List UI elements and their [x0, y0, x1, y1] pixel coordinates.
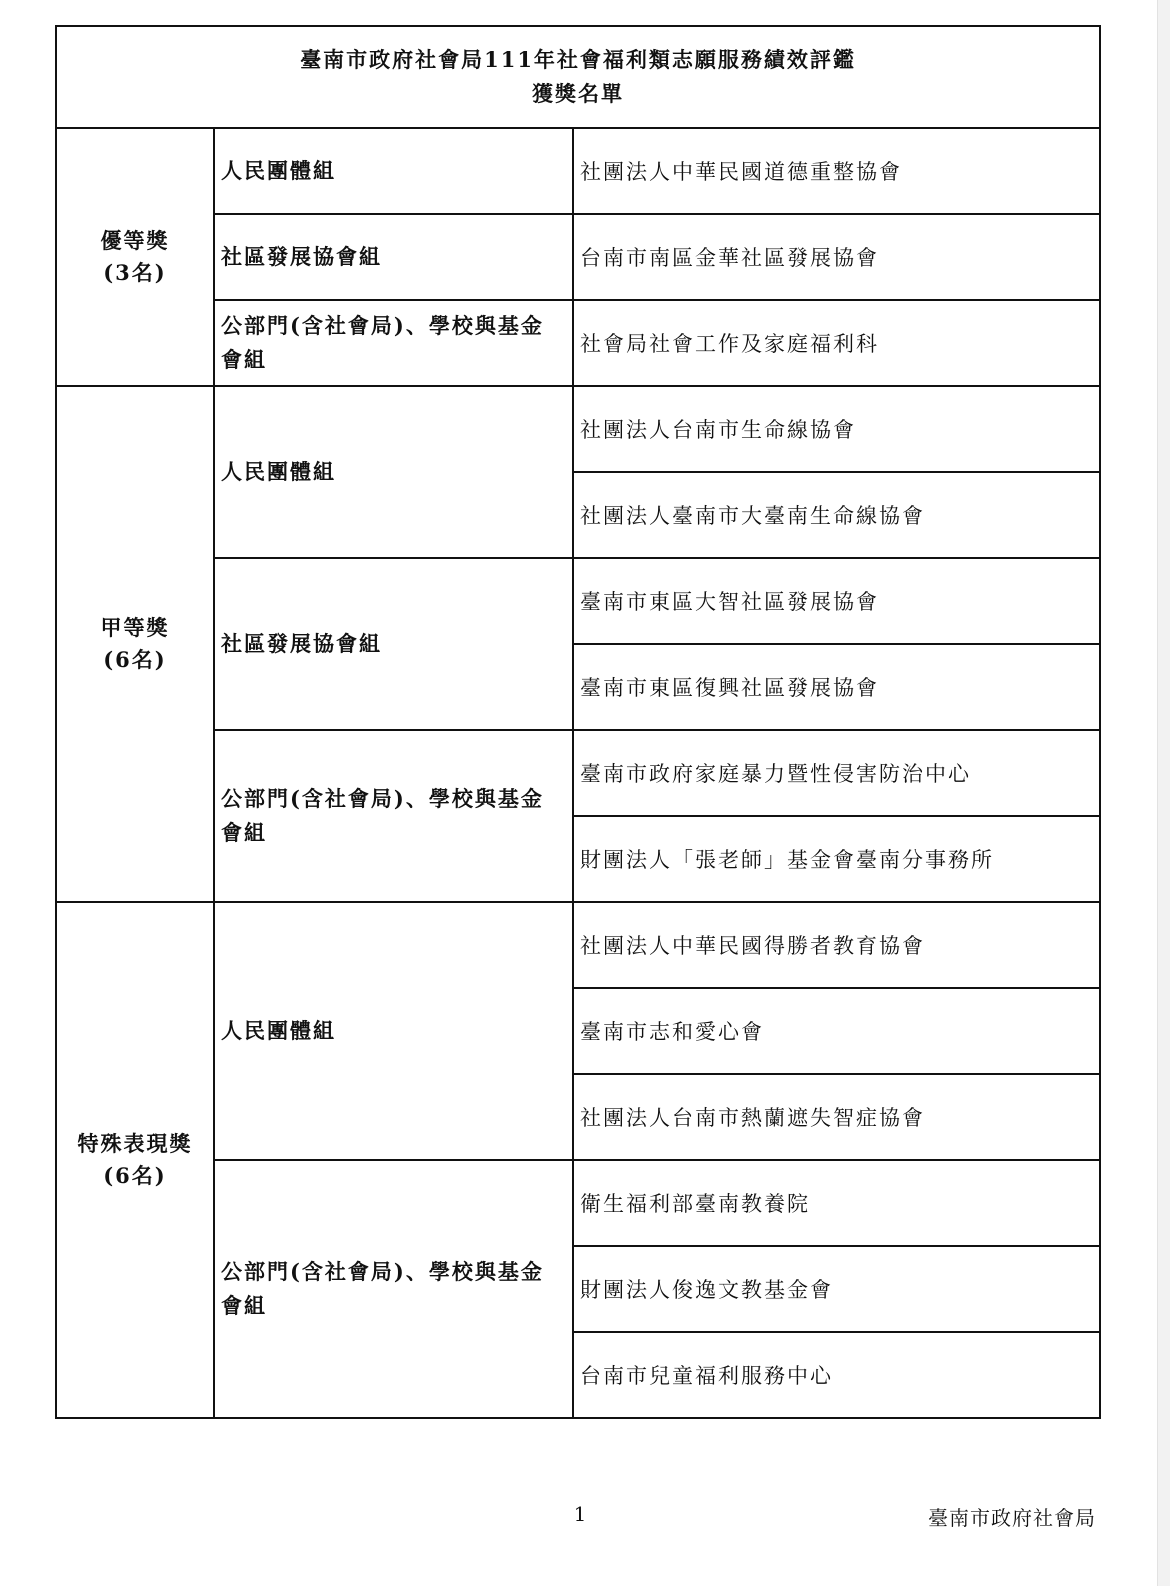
footer-department: 臺南市政府社會局: [928, 1506, 1096, 1530]
page-edge: [1157, 0, 1170, 1586]
table-row: [56, 902, 1100, 988]
organization-cell: 臺南市東區復興社區發展協會: [573, 644, 1100, 730]
title-line-2: 獲獎名單: [532, 81, 625, 106]
organization-cell: 社團法人台南市熱蘭遮失智症協會: [573, 1074, 1100, 1160]
organization-cell: 社團法人中華民國道德重整協會: [573, 128, 1100, 214]
group-cell: 人民團體組: [214, 902, 573, 1160]
title-line-1: 臺南市政府社會局111年社會福利類志願服務績效評鑑: [300, 47, 856, 72]
page-number: 1: [573, 1502, 587, 1526]
organization-cell: 臺南市東區大智社區發展協會: [573, 558, 1100, 644]
group-cell: 公部門(含社會局)、學校與基金會組: [214, 1160, 573, 1418]
group-cell: 社區發展協會組: [214, 558, 573, 730]
organization-cell: 台南市南區金華社區發展協會: [573, 214, 1100, 300]
organization-cell: 財團法人俊逸文教基金會: [573, 1246, 1100, 1332]
group-cell: 人民團體組: [214, 128, 573, 214]
group-cell: 社區發展協會組: [214, 214, 573, 300]
award-level-cell: [56, 902, 214, 1418]
organization-cell: 財團法人「張老師」基金會臺南分事務所: [573, 816, 1100, 902]
award-count: (6名): [103, 1163, 167, 1188]
table-row: [56, 128, 1100, 214]
award-level-cell: [56, 386, 214, 902]
award-table: [55, 25, 1101, 1419]
table-title: [56, 26, 1100, 128]
group-cell: 公部門(含社會局)、學校與基金會組: [214, 730, 573, 902]
award-name: 優等獎: [100, 228, 170, 253]
organization-cell: 社團法人台南市生命線協會: [573, 386, 1100, 472]
award-count: (3名): [103, 260, 167, 285]
award-name: 特殊表現獎: [77, 1131, 193, 1156]
organization-cell: 台南市兒童福利服務中心: [573, 1332, 1100, 1418]
organization-cell: 衛生福利部臺南教養院: [573, 1160, 1100, 1246]
organization-cell: 社會局社會工作及家庭福利科: [573, 300, 1100, 386]
group-cell: 人民團體組: [214, 386, 573, 558]
organization-cell: 臺南市政府家庭暴力暨性侵害防治中心: [573, 730, 1100, 816]
group-cell: 公部門(含社會局)、學校與基金會組: [214, 300, 573, 386]
award-level-cell: [56, 128, 214, 386]
table-row: [56, 386, 1100, 472]
organization-cell: 臺南市志和愛心會: [573, 988, 1100, 1074]
organization-cell: 社團法人臺南市大臺南生命線協會: [573, 472, 1100, 558]
award-name: 甲等獎: [100, 615, 170, 640]
award-count: (6名): [103, 647, 167, 672]
title-row: [56, 26, 1100, 128]
organization-cell: 社團法人中華民國得勝者教育協會: [573, 902, 1100, 988]
